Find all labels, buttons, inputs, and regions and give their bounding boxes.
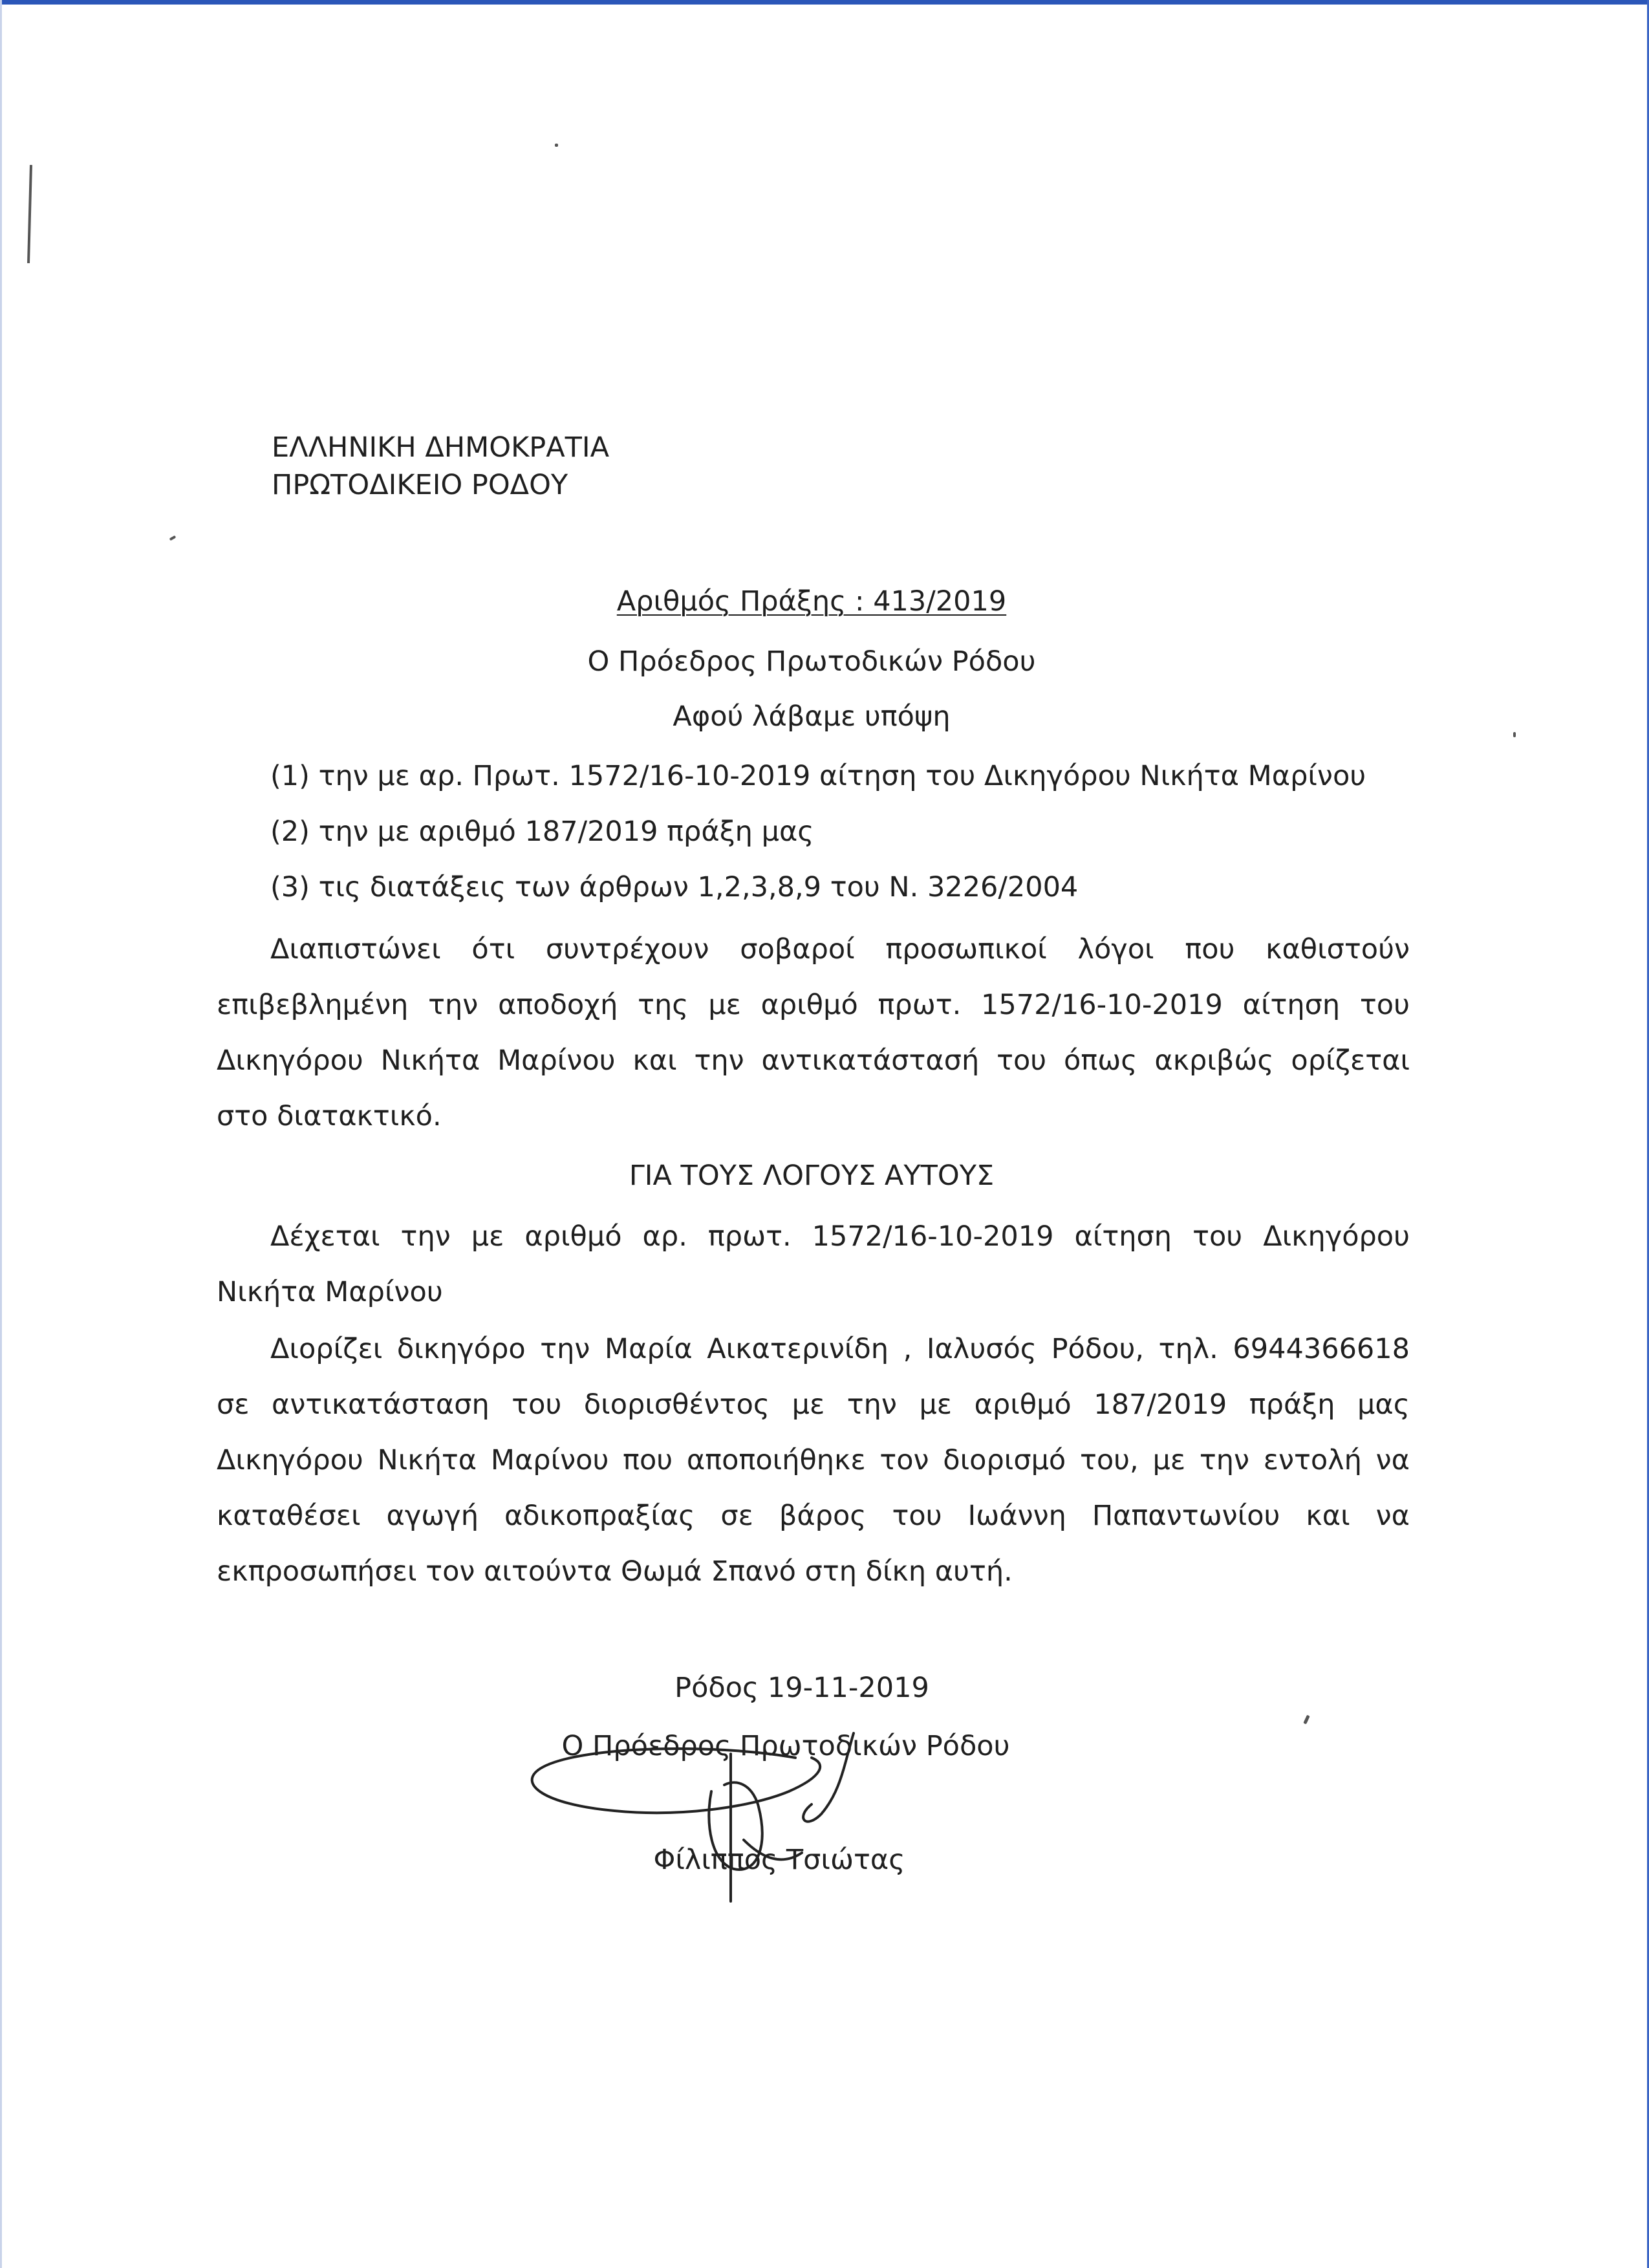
- paragraph-line: στο διατακτικό.: [217, 1100, 442, 1132]
- scan-mark: [27, 165, 32, 263]
- signatory-title: Ο Πρόεδρος Πρωτοδικών Ρόδου: [561, 1730, 1010, 1762]
- header-court: ΠΡΩΤΟΔΙΚΕΙΟ ΡΟΔΟΥ: [272, 469, 568, 501]
- decision-appoint-paragraph: [217, 1331, 1410, 1609]
- paragraph-line: εκπροσωπήσει τον αιτούντα Θωμά Σπανό στη δίκη αυτή.: [217, 1555, 1013, 1588]
- paragraph-line: καταθέσει αγωγή αδικοπραξίας σε βάρος του Ιωάννη Παπαντωνίου και να: [217, 1500, 1410, 1532]
- paragraph-line: επιβεβλημένη την αποδοχή της με αριθμό πρωτ. 1572/16-10-2019 αίτηση του: [217, 989, 1410, 1021]
- reasons-heading: ΓΙΑ ΤΟΥΣ ΛΟΓΟΥΣ ΑΥΤΟΥΣ: [629, 1160, 995, 1192]
- consideration-item: (1) την με αρ. Πρωτ. 1572/16-10-2019 αίτηση του Δικηγόρου Νικήτα Μαρίνου: [270, 760, 1366, 792]
- paragraph-line: σε αντικατάσταση του διορισθέντος με την με αριθμό 187/2019 πράξη μας: [217, 1388, 1410, 1421]
- paragraph-line: Δικηγόρου Νικήτα Μαρίνου και την αντικατάστασή του όπως ακριβώς ορίζεται: [217, 1044, 1410, 1077]
- paragraph-line: Διορίζει δικηγόρο την Μαρία Αικατερινίδη , Ιαλυσός Ρόδου, τηλ. 6944366618: [270, 1333, 1410, 1365]
- paragraph-line: Δικηγόρου Νικήτα Μαρίνου που αποποιήθηκε τον διορισμό του, με την εντολή να: [217, 1444, 1410, 1476]
- decision-accept-paragraph: [217, 1218, 1410, 1330]
- scan-dust: [169, 535, 177, 541]
- considering-heading: Αφού λάβαμε υπόψη: [673, 700, 951, 733]
- finding-paragraph: [217, 931, 1410, 1154]
- scan-dust: [1513, 732, 1516, 737]
- scan-edge-top: [0, 0, 1649, 5]
- signatory-name: Φίλιππος Τσιώτας: [653, 1844, 905, 1876]
- paragraph-line: Δέχεται την με αριθμό αρ. πρωτ. 1572/16-10-2019 αίτηση του Δικηγόρου: [270, 1220, 1410, 1253]
- consideration-item: (3) τις διατάξεις των άρθρων 1,2,3,8,9 του Ν. 3226/2004: [270, 871, 1079, 903]
- header-republic: ΕΛΛΗΝΙΚΗ ΔΗΜΟΚΡΑΤΙΑ: [272, 431, 609, 464]
- consideration-item: (2) την με αριθμό 187/2019 πράξη μας: [270, 815, 814, 848]
- scan-dust: [555, 144, 558, 147]
- scan-dust: [1303, 1715, 1310, 1725]
- place-date: Ρόδος 19-11-2019: [674, 1672, 929, 1704]
- paragraph-line: Νικήτα Μαρίνου: [217, 1276, 443, 1308]
- act-number: Αριθμός Πράξης : 413/2019: [616, 585, 1007, 618]
- paragraph-line: Διαπιστώνει ότι συντρέχουν σοβαροί προσωπικοί λόγοι που καθιστούν: [270, 933, 1410, 966]
- president-title: Ο Πρόεδρος Πρωτοδικών Ρόδου: [587, 645, 1036, 678]
- scan-edge-left: [0, 0, 2, 2268]
- handwritten-signature: [517, 1707, 905, 1953]
